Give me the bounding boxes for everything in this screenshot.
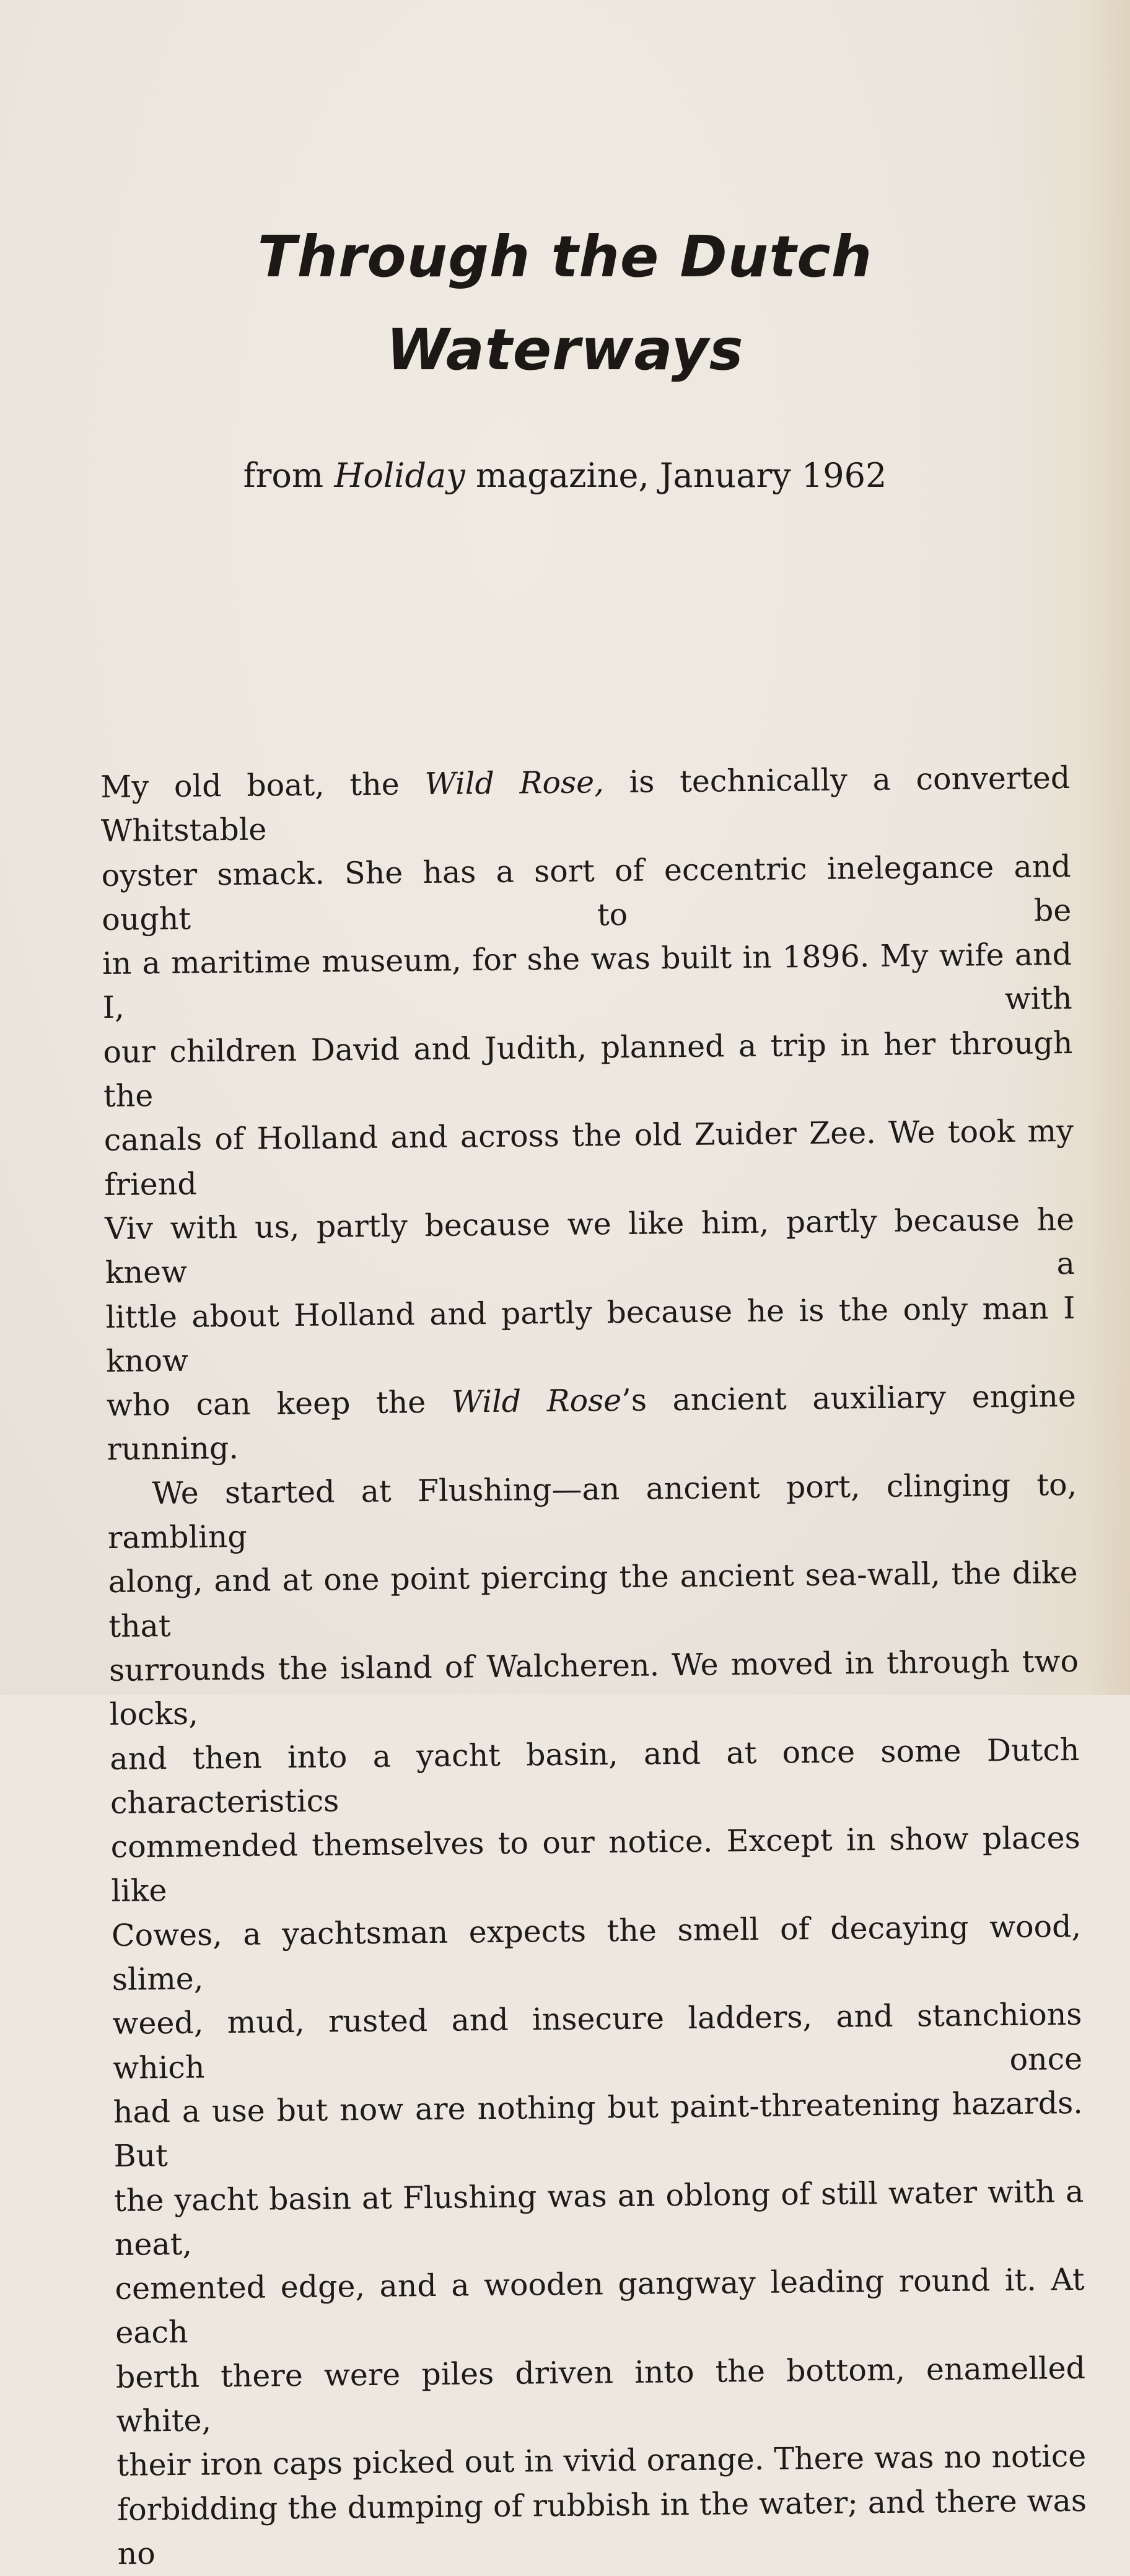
text-line: We started at Flushing—an ancient port, clinging to, rambling xyxy=(107,1466,1077,1556)
text-span: ’s ancient auxiliary engine running. xyxy=(107,1378,1077,1468)
chapter-title xyxy=(0,211,1130,396)
text-line: the yacht basin at Flushing was an oblong of still water with a neat, xyxy=(113,2173,1084,2263)
text-line: our children David and Judith, planned a trip in her through the xyxy=(103,1025,1073,1115)
body-text xyxy=(100,756,1087,2576)
text-line xyxy=(107,1374,1077,1472)
italic-boat-name: Wild Rose xyxy=(451,1383,622,1420)
text-line: and then into a yacht basin, and at once some Dutch characteristics xyxy=(110,1732,1080,1821)
text-span: who can keep the xyxy=(106,1384,452,1424)
source-suffix: magazine, January 1962 xyxy=(465,456,887,495)
source-magazine: Holiday xyxy=(334,456,465,495)
text-line: little about Holland and partly because he is the only man I know xyxy=(105,1290,1075,1379)
text-line: surrounds the island of Walcheren. We moved in through two locks, xyxy=(108,1643,1079,1733)
chapter-title-line-1: Through the Dutch xyxy=(257,224,873,290)
text-line: forbidding the dumping of rubbish in the water; and there was no xyxy=(116,2482,1087,2572)
text-line: their iron caps picked out in vivid orange. There was no notice xyxy=(116,2438,1087,2484)
text-line: in a maritime museum, for she was built in 1896. My wife and I, with xyxy=(102,937,1072,1026)
chapter-title-line-2: Waterways xyxy=(386,317,744,383)
text-line: weed, mud, rusted and insecure ladders, and stanchions which once xyxy=(112,1997,1083,2086)
source-prefix: from xyxy=(243,456,335,495)
text-line: had a use but now are nothing but paint-threatening hazards. But xyxy=(113,2085,1084,2175)
text-line: commended themselves to our notice. Except in show places like xyxy=(110,1820,1080,1909)
italic-boat-name: Wild Rose, xyxy=(424,764,604,802)
source-line xyxy=(0,451,1130,501)
text-span: is technically a converted Whitstable xyxy=(100,760,1071,849)
text-line: canals of Holland and across the old Zuider Zee. We took my friend xyxy=(103,1113,1074,1203)
text-line: berth there were piles driven into the bottom, enamelled white, xyxy=(115,2350,1086,2439)
text-line: oyster smack. She has a sort of eccentric inelegance and ought to be xyxy=(101,848,1072,937)
text-span: My old boat, the xyxy=(100,766,425,805)
text-line xyxy=(100,756,1071,854)
text-line: Cowes, a yachtsman expects the smell of decaying wood, slime, xyxy=(111,1908,1082,1997)
text-line: Viv with us, partly because we like him, partly because he knew a xyxy=(104,1201,1075,1291)
text-line: cemented edge, and a wooden gangway leading round it. At each xyxy=(115,2261,1085,2351)
text-line: along, and at one point piercing the ancient sea-wall, the dike that xyxy=(108,1555,1078,1644)
